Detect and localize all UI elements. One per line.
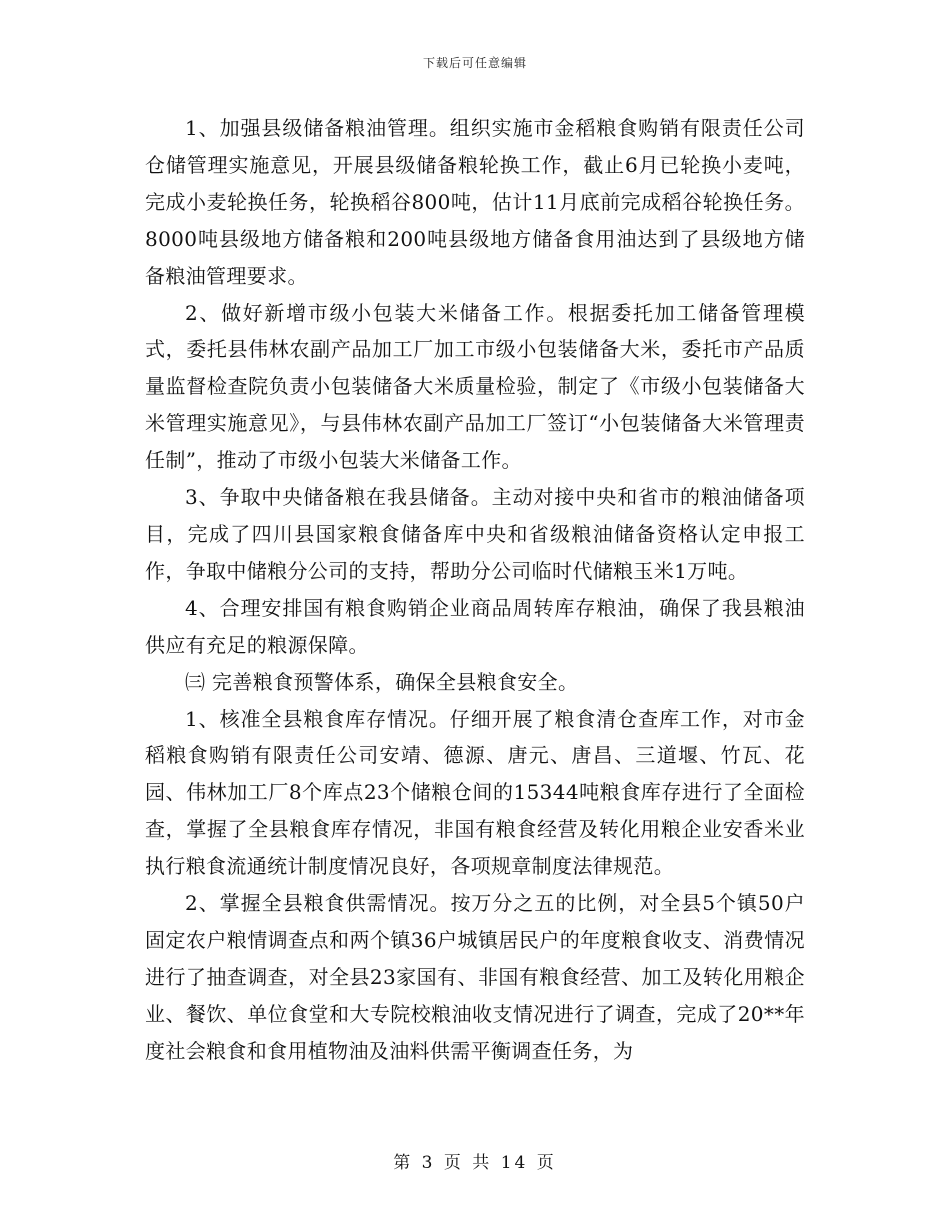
- paragraph-turnover-stock: 4、合理安排国有粮食购销企业商品周转库存粮油，确保了我县粮油供应有充足的粮源保障。: [145, 595, 805, 657]
- paragraph-central-reserve: 3、争取中央储备粮在我县储备。主动对接中央和省市的粮油储备项目，完成了四川县国家粮食储备库中央和省级粮油储备资格认定申报工作，争取中储粮分公司的支持，帮助分公司临时代储粮玉米1万吨。: [145, 485, 805, 583]
- paragraph-supply-demand: 2、掌握全县粮食供需情况。按万分之五的比例，对全县5个镇50户固定农户粮情调查点和两个镇36户城镇居民户的年度粮食收支、消费情况进行了抽查调查，对全县23家国有、非国有粮食经营、加工及转化用粮企业、餐饮、单位食堂和大专院校粮油收支情况进行了调查，完成了20**年度社会粮食和食用植物油及油料供需平衡调查任务，为: [145, 891, 805, 1063]
- section-heading-early-warning: ㈢ 完善粮食预警体系，确保全县粮食安全。: [185, 669, 579, 694]
- document-body: [145, 110, 805, 1070]
- page-number-footer: 第 3 页 共 14 页: [393, 1153, 557, 1173]
- paragraph-packaged-rice-reserve: 2、做好新增市级小包装大米储备工作。根据委托加工储备管理模式，委托县伟林农副产品加工厂加工市级小包装储备大米，委托市产品质量监督检查院负责小包装储备大米质量检验，制定了《市级小包装储备大米管理实施意见》，与县伟林农副产品加工厂签订“小包装储备大米管理责任制”，推动了市级小包装大米储备工作。: [145, 300, 805, 473]
- page-header-note: 下载后可任意编辑: [422, 56, 527, 70]
- paragraph-grain-oil-management: 1、加强县级储备粮油管理。组织实施市金稻粮食购销有限责任公司仓储管理实施意见，开展县级储备粮轮换工作，截止6月已轮换小麦吨，完成小麦轮换任务，轮换稻谷800吨，估计11月底前完成稻谷轮换任务。8000吨县级地方储备粮和200吨县级地方储备食用油达到了县级地方储备粮油管理要求。: [145, 116, 805, 288]
- paragraph-inventory-check: 1、核准全县粮食库存情况。仔细开展了粮食清仓查库工作，对市金稻粮食购销有限责任公司安靖、德源、唐元、唐昌、三道堰、竹瓦、花园、伟林加工厂8个库点23个储粮仓间的15344吨粮食库存进行了全面检查，掌握了全县粮食库存情况，非国有粮食经营及转化用粮企业安香米业执行粮食流通统计制度情况良好，各项规章制度法律规范。: [145, 706, 805, 879]
